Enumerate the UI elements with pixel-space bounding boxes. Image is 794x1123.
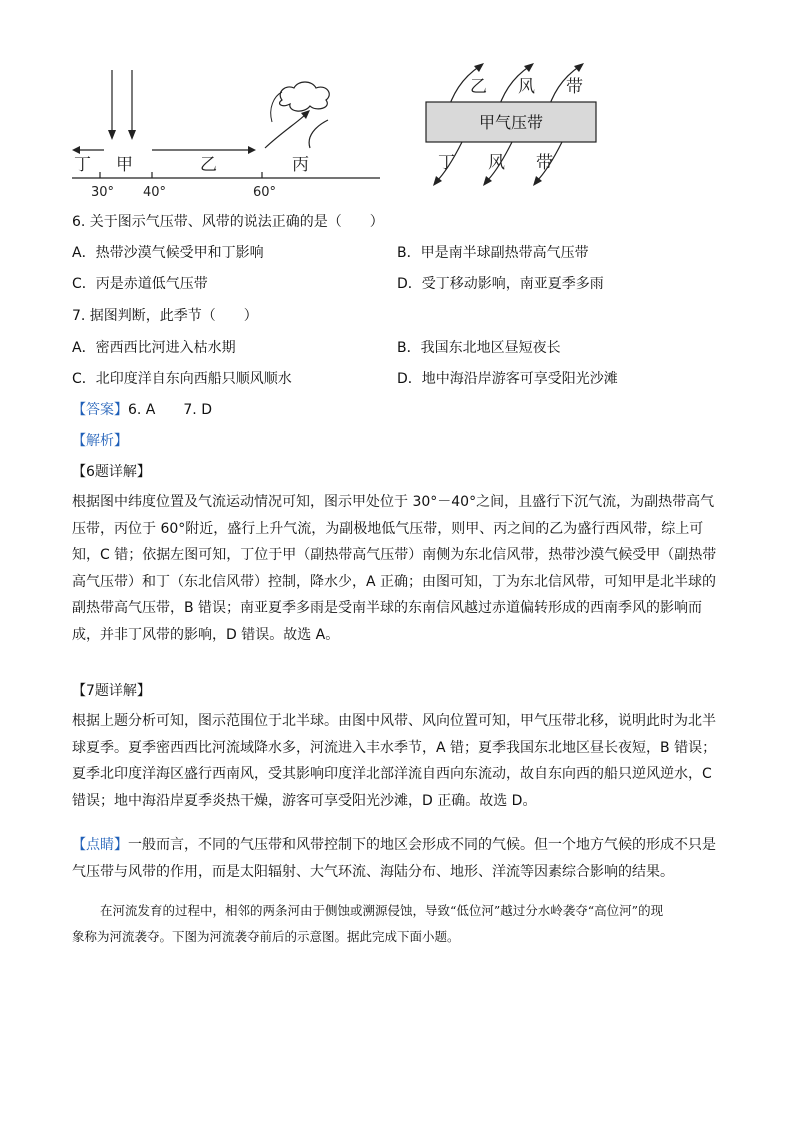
q6-detail-body: [72, 489, 724, 648]
q7-option-d: D．地中海沿岸游客可享受阳光沙滩: [397, 371, 618, 387]
figure-left-latitude-diagram: [60, 62, 390, 202]
q6-detail-tag: 【6题详解】: [72, 464, 151, 480]
intro-line-1: 在河流发育的过程中，相邻的两条河由于侧蚀或溯源侵蚀，导致“低位河”越过分水岭袭夺“高位河”的现: [100, 903, 664, 918]
rising-air-curve-2: [309, 120, 328, 148]
bottom-band-char-1: 丁: [438, 153, 455, 173]
dianjing-line-1: [72, 832, 724, 859]
top-band-char-2: 风: [518, 77, 535, 97]
q7-option-c: C．北印度洋自东向西船只顺风顺水: [72, 371, 292, 387]
ding-arrowhead: [72, 146, 80, 154]
label-ding: 丁: [74, 155, 91, 175]
label-jia: 甲: [116, 155, 133, 175]
tick-label-60: 60°: [253, 185, 277, 200]
answer-tag: 【答案】: [72, 402, 128, 418]
tick-label-30: 30°: [91, 185, 115, 200]
tick-label-40: 40°: [143, 185, 167, 200]
next-question-intro: [72, 898, 724, 950]
yi-arrowhead: [248, 146, 256, 154]
q6-detail-line: 知，C 错；依据左图可知，丁位于甲（副热带高气压带）南侧为东北信风带，热带沙漠气候受甲（副热带: [72, 547, 717, 563]
q6-detail-line: 压带，丙位于 60°附近，盛行上升气流，为副极地低气压带，则甲、丙之间的乙为盛行西风带，综上可: [72, 520, 704, 537]
figure-right-pressure-belt-diagram: [418, 58, 618, 190]
q7-detail-line: 错误；地中海沿岸夏季炎热干燥，游客可享受阳光沙滩，D 正确。故选 D。: [72, 792, 537, 809]
label-bing: 丙: [292, 155, 309, 175]
q7-detail-line: 球夏季。夏季密西西比河流域降水多，河流进入丰水季节，A 错；夏季我国东北地区昼长夜短，B 错误；: [72, 739, 717, 756]
top-band-char-3: 带: [566, 77, 583, 97]
q6-detail-line: 高气压带）和丁（东北信风带）控制，降水少，A 正确；由图可知，丁为东北信风带，可知甲是北半球的: [72, 573, 717, 590]
upper-arrowhead-2: [524, 63, 534, 72]
q6-option-b: B．甲是南半球副热带高气压带: [397, 245, 589, 261]
pressure-belt-label: 甲气压带: [478, 113, 544, 132]
q7-option-b: B．我国东北地区昼短夜长: [397, 340, 561, 356]
label-yi: 乙: [200, 155, 217, 175]
q7-detail-line: 根据上题分析可知，图示范围位于北半球。由图中风带、风向位置可知，甲气压带北移，说明此时为北半: [72, 713, 716, 729]
q7-detail-line: 夏季北印度洋海区盛行西南风，受其影响印度洋北部洋流自西向东流动，故自东向西的船只逆风逆水，C: [72, 766, 712, 782]
top-band-char-1: 乙: [470, 77, 487, 97]
analysis-tag: 【解析】: [72, 433, 128, 449]
question-7-stem: 7. 据图判断，此季节（ ）: [72, 308, 258, 324]
upper-arrowhead-3: [574, 63, 584, 72]
q7-detail-tag: 【7题详解】: [72, 683, 151, 699]
q6-detail-line: 根据图中纬度位置及气流运动情况可知，图示甲处位于 30°－40°之间，且盛行下沉气流，为副热带高气: [72, 494, 715, 510]
descending-arrowhead-1: [108, 130, 116, 140]
intro-line-2: 象称为河流袭夺。下图为河流袭夺前后的示意图。据此完成下面小题。: [72, 929, 460, 944]
q6-option-a: A．热带沙漠气候受甲和丁影响: [72, 245, 264, 261]
dianjing-tag: 【点睛】: [72, 837, 128, 853]
dianjing-block: [72, 832, 724, 885]
answer-text: 6. A 7. D: [128, 402, 212, 418]
dianjing-line-2: 气压带与风带的作用，而是太阳辐射、大气环流、海陆分布、地形、洋流等因素综合影响的结果。: [72, 863, 674, 880]
q7-option-a: A．密西西比河进入枯水期: [72, 340, 236, 356]
q6-option-d: D．受丁移动影响，南亚夏季多雨: [397, 276, 604, 292]
upper-arrowhead-1: [474, 63, 484, 72]
q6-option-c: C．丙是赤道低气压带: [72, 276, 208, 292]
answer-line: [72, 400, 212, 420]
dianjing-text: 一般而言，不同的气压带和风带控制下的地区会形成不同的气候。但一个地方气候的形成不只是: [128, 837, 716, 853]
question-6-stem: 6. 关于图示气压带、风带的说法正确的是（ ）: [72, 214, 384, 230]
bottom-band-char-3: 带: [536, 153, 553, 173]
descending-arrowhead-2: [128, 130, 136, 140]
bottom-band-char-2: 风: [488, 153, 505, 173]
q6-detail-line: 成，并非丁风带的影响，D 错误。故选 A。: [72, 626, 340, 643]
cloud-icon: [280, 82, 330, 111]
q6-detail-line: 副热带高气压带，B 错误；南亚夏季多雨是受南半球的东南信风越过赤道偏转形成的西南季风的影响而: [72, 600, 703, 616]
q7-detail-body: [72, 708, 724, 814]
